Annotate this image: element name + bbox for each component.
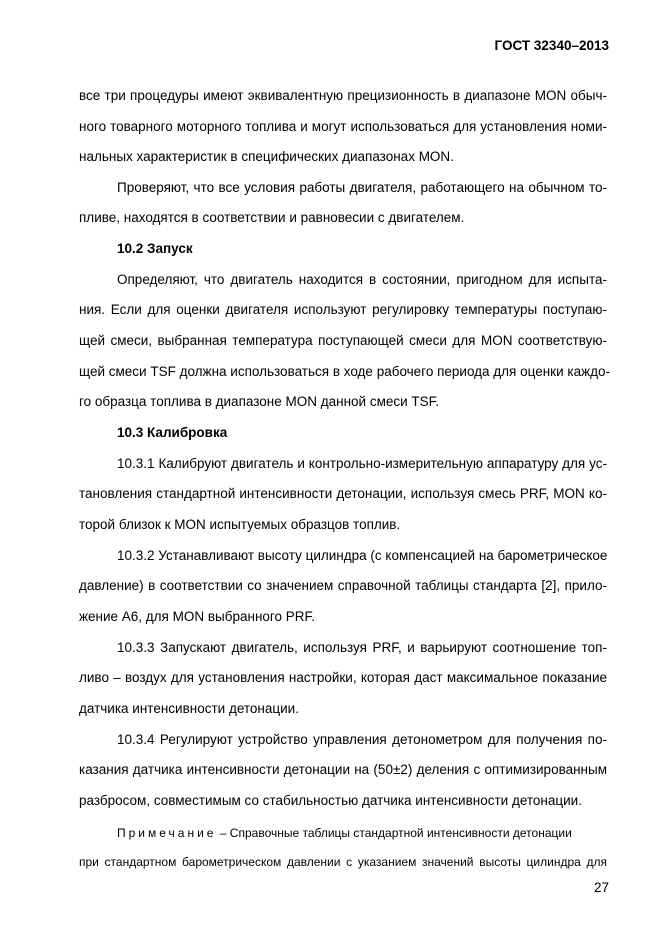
section-heading-10-2: 10.2 Запуск — [117, 241, 193, 256]
body-line: Проверяют, что все условия работы двигателя, работающего на обычном то- — [117, 180, 607, 195]
body-line: нальных характеристик в специфических диапазонах MON. — [79, 149, 454, 164]
body-line: пливе, находятся в соответствии и равновесии с двигателем. — [79, 210, 465, 225]
body-line: жение А6, для MON выбранного PRF. — [79, 609, 316, 624]
body-line: щей смеси TSF должна использоваться в ходе рабочего периода для оценки каждо- — [79, 364, 610, 379]
body-line: ливо – воздух для установления настройки, которая даст максимальное показание — [79, 670, 607, 685]
body-line: 10.3.2 Устанавливают высоту цилиндра (с компенсацией на барометрическое — [117, 548, 608, 563]
section-heading-10-3: 10.3 Калибровка — [117, 425, 228, 440]
note-line — [117, 825, 572, 841]
body-line: давление) в соответствии со значением справочной таблицы стандарта [2], прило- — [79, 578, 607, 593]
body-line: 10.3.3 Запускают двигатель, используя PRF, и варьируют соотношение топ- — [117, 640, 607, 655]
body-line: разбросом, совместимым со стабильностью датчика интенсивности детонации. — [79, 793, 582, 808]
body-line: 10.3.4 Регулируют устройство управления детонометром для получения по- — [117, 732, 607, 747]
document-header: ГОСТ 32340–2013 — [494, 38, 609, 53]
note-label: Примечание — [117, 826, 217, 840]
body-line: 10.3.1 Калибруют двигатель и контрольно-измерительную аппаратуру для ус- — [117, 456, 607, 471]
body-line: все три процедуры имеют эквивалентную прецизионность в диапазоне MON обыч- — [79, 88, 607, 103]
page-number: 27 — [593, 880, 609, 895]
body-line: Определяют, что двигатель находится в состоянии, пригодном для испыта- — [117, 272, 607, 287]
note-text: – Справочные таблицы стандартной интенсивности детонации — [216, 826, 572, 840]
note-line: при стандартном барометрическом давлении с указанием значений высоты цилиндра для — [79, 855, 607, 869]
body-line: ния. Если для оценки двигателя используют регулировку температуры поступаю- — [79, 302, 607, 317]
body-line: щей смеси, выбранная температура поступающей смеси для MON соответствую- — [79, 333, 607, 348]
body-line: торой близок к MON испытуемых образцов топлив. — [79, 517, 401, 532]
body-line: тановления стандартной интенсивности детонации, используя смесь PRF, MON ко- — [79, 486, 607, 501]
body-line: датчика интенсивности детонации. — [79, 701, 299, 716]
body-line: ного товарного моторного топлива и могут использоваться для установления номи- — [79, 119, 607, 134]
body-line: казания датчика интенсивности детонации на (50±2) деления с оптимизированным — [79, 762, 607, 777]
body-line: го образца топлива в диапазоне MON данной смеси TSF. — [79, 394, 440, 409]
